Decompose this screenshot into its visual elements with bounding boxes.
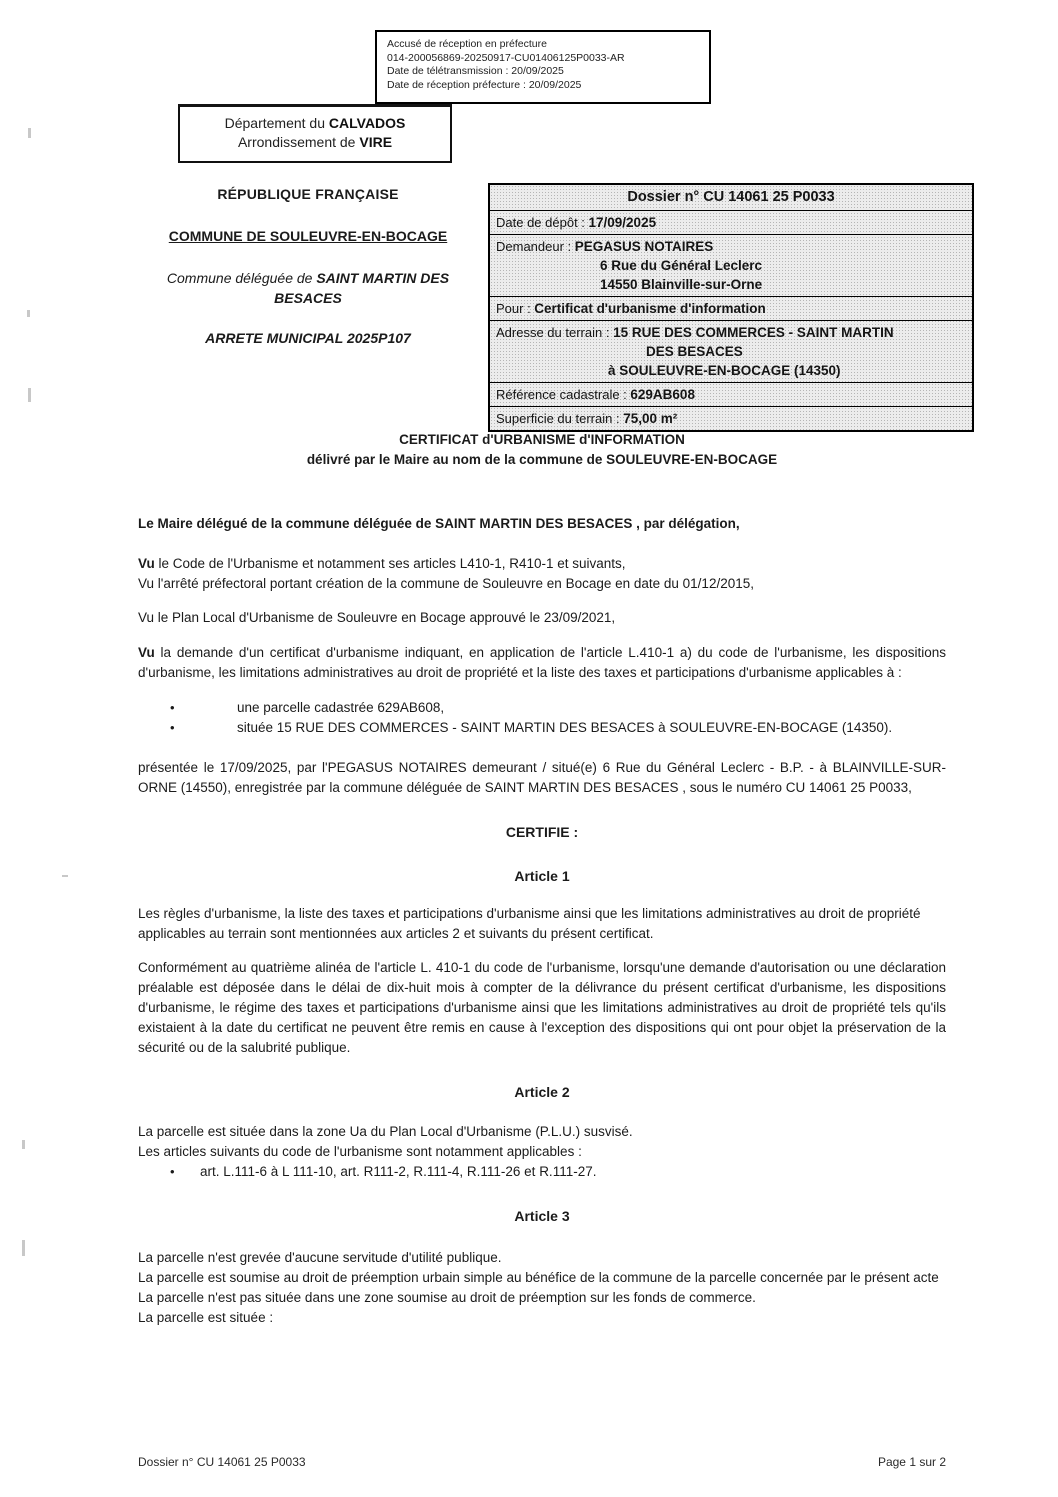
scan-artifact [27,310,30,317]
article2-paragraph2: Les articles suivants du code de l'urbanisme sont notamment applicables : [138,1144,582,1159]
pour-label: Pour : [496,301,535,316]
superficie-row [490,407,972,430]
page-footer [138,1455,946,1469]
demandeur-line [496,237,966,256]
demandeur-name: PEGASUS NOTAIRES [574,239,714,254]
scan-artifact [28,128,31,138]
department-box [178,104,452,163]
adresse-terrain-value1: 15 RUE DES COMMERCES - SAINT MARTIN [613,325,894,340]
vu-group [138,554,946,594]
dossier-number-header: Dossier n° CU 14061 25 P0033 [490,185,972,211]
parcel-item-cadastre: • une parcelle cadastrée 629AB608, [138,698,946,718]
reference-cadastrale-value: 629AB608 [630,387,695,402]
vu-plan-local: Vu le Plan Local d'Urbanisme de Souleuvre en Bocage approuvé le 23/09/2021, [138,610,616,625]
reception-line: Date de réception préfecture : 20/09/2025 [387,78,582,91]
adresse-terrain-line2 [496,342,966,361]
scan-artifact [22,1240,25,1256]
maire-intro: Le Maire délégué de la commune déléguée de SAINT MARTIN DES BESACES , par délégation, [138,516,740,531]
article3-paragraph4: La parcelle est située : [138,1310,274,1325]
article1-heading: Article 1 [514,868,570,884]
arrondissement-value: VIRE [359,134,393,150]
date-depot-row [490,211,972,235]
article2-heading: Article 2 [514,1084,570,1100]
reception-line: Accusé de réception en préfecture [387,38,547,50]
adresse-terrain-line1 [496,323,966,342]
superficie-label: Superficie du terrain : [496,411,624,426]
department-value: CALVADOS [328,115,406,131]
parcel-list [138,698,946,738]
left-header-column [133,186,483,346]
demandeur-address1-value: 6 Rue du Général Leclerc [600,258,763,273]
pour-value: Certificat d'urbanisme d'information [534,301,766,316]
vu-demande [138,643,946,683]
superficie-value: 75,00 m² [623,411,678,426]
vu-text: le Code de l'Urbanisme et notamment ses articles L410-1, R410-1 et suivants, [154,556,626,571]
adresse-terrain-label: Adresse du terrain : [496,325,614,340]
demandeur-address2-value: 14550 Blainville-sur-Orne [600,277,763,292]
vu-bold: Vu [138,556,155,571]
vu-text: la demande d'un certificat d'urbanisme indiquant, en application de l'article L.410-1 a) du code de l'urbanisme, les dispositions d'urbanisme, les limitations administratives au droit de propriété et la liste des taxes et participations d'urbanisme applicables à : [138,645,946,680]
commune-deleguee [133,268,483,308]
certificate-title-line2: délivré par le Maire au nom de la commune de SOULEUVRE-EN-BOCAGE [306,452,778,467]
article3-paragraph1: La parcelle n'est grevée d'aucune servitude d'utilité publique. [138,1250,502,1265]
arrete-municipal: ARRETE MUNICIPAL 2025P107 [205,330,411,346]
adresse-terrain-row [490,321,972,383]
demandeur-row [490,235,972,297]
demandeur-address-line2 [496,275,966,294]
scan-artifact [28,388,31,402]
adresse-terrain-value3: à SOULEUVRE-EN-BOCAGE (14350) [608,363,841,378]
commune-title: COMMUNE DE SOULEUVRE-EN-BOCAGE [168,228,448,244]
pour-row [490,297,972,321]
date-depot-label: Date de dépôt : [496,215,589,230]
date-depot-value: 17/09/2025 [588,215,657,230]
prefecture-reception-stamp [375,30,711,104]
scan-artifact [22,1140,25,1149]
reference-cadastrale-label: Référence cadastrale : [496,387,631,402]
republique-francaise: RÉPUBLIQUE FRANÇAISE [217,186,399,202]
adresse-terrain-value2: DES BESACES [646,344,743,359]
document-body [138,430,946,1328]
article2-item-codes: • art. L.111-6 à L 111-10, art. R111-2, R.111-4, R.111-26 et R.111-27. [138,1162,946,1182]
scan-artifact [62,875,68,877]
reception-line: Date de télétransmission : 20/09/2025 [387,65,564,77]
footer-dossier-number: Dossier n° CU 14061 25 P0033 [138,1455,306,1469]
article1-paragraph1: Les règles d'urbanisme, la liste des taxes et participations d'urbanisme ainsi que les limitations administratives au droit de propriété applicables au terrain sont mentionnées aux articles 2 et suivants du présent certificat. [138,906,921,941]
parcel-item-address: • située 15 RUE DES COMMERCES - SAINT MARTIN DES BESACES à SOULEUVRE-EN-BOCAGE (14350). [138,718,946,738]
vu-bold: Vu [138,645,155,660]
presentee-paragraph: présentée le 17/09/2025, par l'PEGASUS NOTAIRES demeurant / situé(e) 6 Rue du Général Leclerc - B.P. - à BLAINVILLE-SUR-ORNE (14550), enregistrée par la commune déléguée de SAINT MARTIN DES BESACES , sous le numéro CU 14061 25 P0033, [138,760,946,795]
demandeur-address-line1 [496,256,966,275]
vu-arrete-prefectoral: Vu l'arrêté préfectoral portant création de la commune de Souleuvre en Bocage en date du 01/12/2015, [138,576,754,591]
article2-list [138,1162,946,1182]
reception-reference: 014-200056869-20250917-CU01406125P0033-AR [387,51,625,64]
commune-deleguee-name: SAINT MARTIN DES BESACES [274,270,450,306]
certificate-title [138,430,946,470]
department-label: Département du [224,115,329,131]
arrondissement-label: Arrondissement de [237,134,360,150]
commune-deleguee-prefix: Commune déléguée de [166,270,317,286]
vu-code-urbanisme [138,554,946,574]
footer-page-number: Page 1 sur 2 [877,1455,946,1469]
article3-paragraph3: La parcelle n'est pas située dans une zone soumise au droit de préemption sur les fonds de commerce. [138,1290,756,1305]
arrondissement-line [184,133,446,152]
adresse-terrain-line3 [496,361,966,380]
certificate-title-line1: CERTIFICAT d'URBANISME d'INFORMATION [399,432,685,447]
article3-paragraph2: La parcelle est soumise au droit de préemption urbain simple au bénéfice de la commune de la parcelle concernée par le présent acte [138,1270,939,1285]
article1-paragraph2: Conformément au quatrième alinéa de l'article L. 410-1 du code de l'urbanisme, lorsqu'une demande d'autorisation ou une déclaration préalable est déposée dans le délai de dix-huit mois à compter de la délivrance du présent certificat d'urbanisme, les dispositions d'urbanisme, le régime des taxes et participations d'urbanisme ainsi que les limitations administratives au droit de propriété tels qu'ils existaient à la date du certificat ne peuvent être remis en cause à l'exception des dispositions qui ont pour objet la préservation de la sécurité ou de la salubrité publique. [138,960,946,1055]
department-line [184,114,446,133]
reference-cadastrale-row [490,383,972,407]
dossier-summary-table [488,183,974,432]
article3-heading: Article 3 [514,1208,570,1224]
demandeur-label: Demandeur : [496,239,575,254]
article2-paragraph1: La parcelle est située dans la zone Ua du Plan Local d'Urbanisme (P.L.U.) susvisé. [138,1124,633,1139]
certifie-heading: CERTIFIE : [505,824,579,840]
